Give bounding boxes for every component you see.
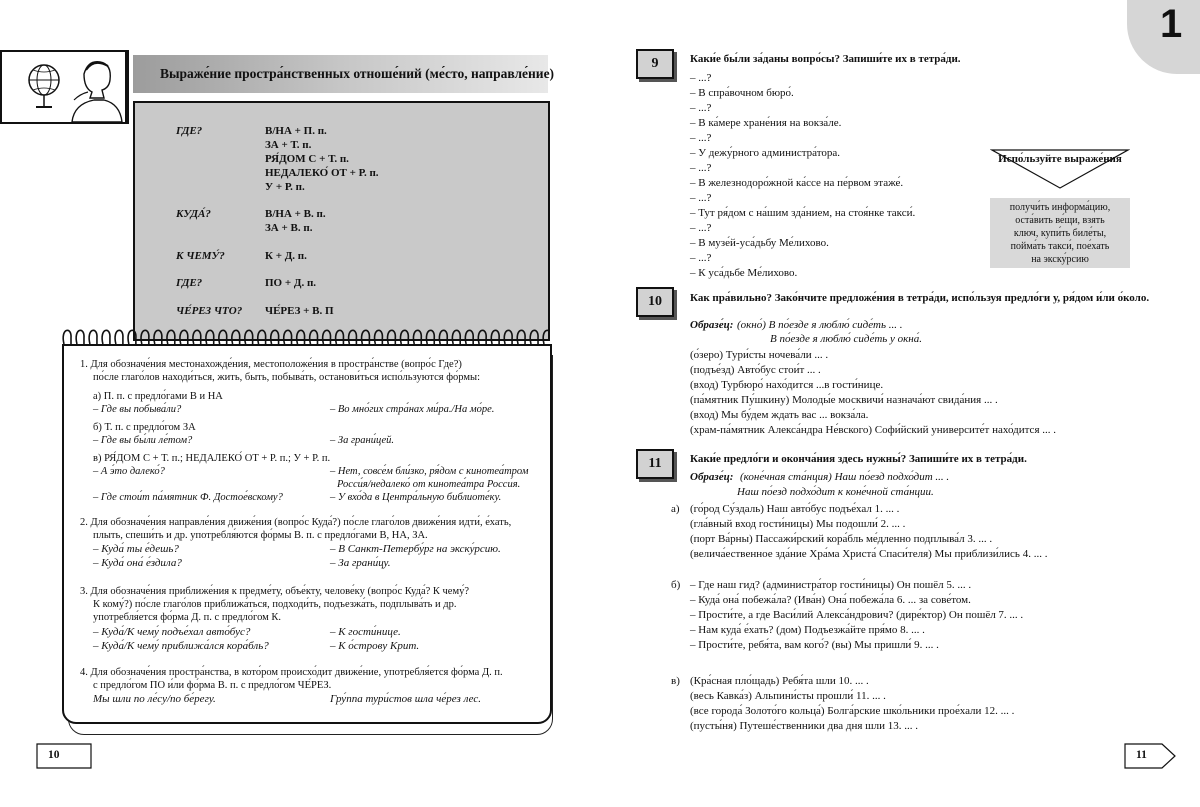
exercise-line: (о́зеро) Тури́сты ночева́ли ... .: [690, 349, 829, 361]
spiral-ring: [128, 330, 136, 346]
spiral-ring: [543, 330, 550, 346]
spiral-ring: [271, 330, 279, 346]
exercise-line: – У дежу́рного администра́тора.: [690, 147, 841, 159]
example-line: – Где вы побыва́ли?: [93, 404, 182, 415]
rule-form: НЕДАЛЕКО́ ОТ + Р. п.: [265, 167, 379, 179]
rule-form: ПО + Д. п.: [265, 277, 317, 289]
exercise-line: – В спра́вочном бюро́.: [690, 87, 794, 99]
page-number-text: 10: [48, 749, 60, 761]
spiral-ring: [284, 330, 292, 346]
note-3: К кому́?) по́сле глаго́лов приближа́ться, подходи́ть, подъезжа́ть, подплыва́ть и др.: [93, 599, 457, 610]
use-expression: пойма́ть такси́, пое́хать: [1010, 241, 1110, 252]
spiral-ring: [336, 330, 344, 346]
spiral-ring: [400, 330, 408, 346]
spiral-ring: [349, 330, 357, 346]
spiral-ring: [323, 330, 331, 346]
spiral-ring: [310, 330, 318, 346]
note-2: 2. Для обозначе́ния направле́ния движе́ния (вопро́с Куда́?) по́сле глаго́лов движе́ния идти́, е́хать,: [80, 517, 512, 528]
exercise-line: (подъе́зд) Авто́бус стои́т ... .: [690, 364, 821, 376]
rule-form: ЗА + В. п.: [265, 222, 313, 234]
rule-form: РЯ́ДОМ С + Т. п.: [265, 153, 349, 165]
section-marker: а): [671, 503, 680, 515]
rule-form: К + Д. п.: [265, 250, 307, 262]
spiral-ring: [141, 330, 149, 346]
section-marker: б): [671, 579, 681, 591]
spiral-ring: [258, 330, 266, 346]
spiral-ring: [465, 330, 473, 346]
exercise-line: – Прости́те, а где Васи́лий Алекса́ндрович? (дире́ктор) Он пошёл 7. ... .: [690, 609, 1024, 621]
spiral-ring: [180, 330, 188, 346]
spiral-ring: [154, 330, 162, 346]
logo-illustration: [0, 50, 129, 124]
rule-question: ГДЕ?: [176, 125, 203, 137]
section-title: Выраже́ние простра́нственных отноше́ний (ме́сто, направле́ние): [160, 66, 555, 81]
example-line: – К о́строву Крит.: [330, 640, 420, 652]
rule-form: В/НА + П. п.: [265, 125, 327, 137]
exercise-line: – Где наш гид? (администра́тор гости́ницы) Он пошёл 5. ... .: [690, 579, 972, 591]
note-2: плыть, спеши́ть и др. употребля́ются фо́рмы В. п. с предло́гами В, НА, ЗА.: [93, 530, 428, 541]
rule-question: КУДА́?: [176, 208, 211, 220]
exercise-line: – ...?: [690, 132, 712, 144]
example-line: – Нет, совсе́м бли́зко, ря́дом с кинотеа́тром: [330, 466, 529, 477]
globe-person-icon: [2, 52, 125, 122]
exercise-line: – К уса́дьбе Ме́лихово.: [690, 267, 798, 279]
note-1a-heading: а) П. п. с предло́гами В и НА: [93, 391, 223, 402]
exercise-line: (велича́ественное зда́ние Хра́ма Христа́ Спаси́теля) Мы приблизи́лись 4. ... .: [690, 548, 1048, 560]
exercise-line: (па́мятник Пу́шкину) Молоды́е москвичи́ назнача́ют свида́ния ... .: [690, 394, 998, 406]
exercise-line: (порт Ва́рны) Пассажи́рский кора́бль ме́дленно подплыва́л 3. ... .: [690, 533, 993, 545]
spiral-ring: [413, 330, 421, 346]
example-line: – В Санкт-Петербу́рг на экску́рсию.: [330, 543, 501, 555]
chapter-number: 1: [1160, 2, 1183, 46]
spiral-ring: [388, 330, 396, 346]
example-line: Гру́ппа тури́стов шла че́рез лес.: [330, 693, 482, 705]
exercise-line: (го́род Су́здаль) Наш авто́бус подъе́хал 1. ... .: [690, 503, 900, 515]
sample-line: (коне́чная ста́нция) Наш по́езд подхо́дит ... .: [740, 471, 950, 483]
example-line: Мы шли по ле́су/по бе́регу.: [93, 693, 216, 705]
note-1-intro: по́сле глаго́лов находи́ться, жить, быть, побыва́ть, останови́ться испо́льзуются фо́рмы:: [93, 372, 481, 383]
spiral-ring: [245, 330, 253, 346]
spiral-ring: [362, 330, 370, 346]
exercise-line: – ...?: [690, 192, 712, 204]
exercise-number: 9: [636, 49, 674, 79]
spiral-ring: [102, 330, 110, 346]
sample-label: Образе́ц:: [690, 319, 734, 331]
exercise-line: – ...?: [690, 162, 712, 174]
exercise-line: – В музе́й-уса́дьбу Ме́лихово.: [690, 237, 829, 249]
spiral-ring: [491, 330, 499, 346]
use-expression: оста́вить ве́щи, взять: [1015, 215, 1105, 226]
example-line: – Куда́ она́ е́здила?: [93, 557, 182, 569]
section-marker: в): [671, 675, 680, 687]
rule-form: ЗА + Т. п.: [265, 139, 312, 151]
example-line: – К гости́нице.: [330, 626, 401, 638]
example-line: – Куда́/К чему́ подъе́хал авто́бус?: [93, 626, 251, 638]
exercise-line: – ...?: [690, 72, 712, 84]
exercise-line: – Куда́ она́ побежа́ла? (Ива́н) Она́ побежа́ла 6. ... за сове́том.: [690, 594, 971, 606]
spiral-ring: [297, 330, 305, 346]
spiral-ring: [206, 330, 214, 346]
exercise-line: (храм-па́мятник Алекса́ндра Не́вского) Софи́йский университе́т нахо́дится ... .: [690, 424, 1056, 436]
spiral-ring: [76, 330, 84, 346]
exercise-line: (Кра́сная пло́щадь) Ребя́та шли 10. ... .: [690, 675, 869, 687]
spiral-ring: [504, 330, 512, 346]
use-expressions-label: Испо́льзуйте выраже́ния: [998, 153, 1122, 165]
exercise-line: (пусты́ня) Путеше́ственники два дня шли 13. ... .: [690, 720, 919, 732]
sample-label: Образе́ц:: [690, 471, 734, 483]
note-1b-heading: б) Т. п. с предло́гом ЗА: [93, 422, 196, 433]
spiral-ring: [167, 330, 175, 346]
exercise-line: – В железнодоро́жной ка́ссе на пе́рвом этаже́.: [690, 177, 904, 189]
exercise-number: 11: [636, 449, 674, 479]
rule-form: ЧЕ́РЕЗ + В. П: [265, 305, 334, 317]
sample-line: Наш по́езд подхо́дит к коне́чной ста́нции.: [737, 486, 934, 498]
exercise-title: Каки́е бы́ли за́даны вопро́сы? Запиши́те их в тетра́ди.: [690, 53, 961, 65]
example-line: – Где вы бы́ли ле́том?: [93, 435, 193, 446]
example-line: – Где стои́т па́мятник Ф. Достое́вскому?: [93, 492, 283, 503]
exercise-line: (гла́вный вход гости́ницы) Мы подошли́ 2. ... .: [690, 518, 906, 530]
note-1-intro: 1. Для обозначе́ния местонахожде́ния, местоположе́ния в простра́нстве (вопро́с Где?): [80, 359, 462, 370]
spiral-ring: [63, 330, 71, 346]
note-3: 3. Для обозначе́ния приближе́ния к предме́ту, объе́кту, челове́ку (вопро́с Куда́? К чему́?: [80, 586, 470, 597]
use-expression: получи́ть информа́цию,: [1009, 202, 1111, 213]
page-tag-icon: [1124, 743, 1176, 769]
note-3: употребля́ется фо́рма Д. п. с предло́гом К.: [93, 612, 282, 623]
example-line: – Куда́ ты е́дешь?: [93, 543, 179, 555]
rule-form: У + Р. п.: [265, 181, 305, 193]
exercise-line: – Нам куда́ е́хать? (дом) Подъезжа́йте пря́мо 8. ... .: [690, 624, 925, 636]
page-number-left: [36, 743, 92, 769]
example-line: Росси́я/недалеко́ от кинотеа́тра Росси́я.: [337, 479, 521, 490]
spiral-ring: [115, 330, 123, 346]
exercise-line: – ...?: [690, 222, 712, 234]
use-expression: ключ, купи́ть биле́ты,: [1013, 228, 1107, 239]
exercise-number: 10: [636, 287, 674, 317]
rule-question: ЧЕ́РЕЗ ЧТО?: [176, 305, 243, 317]
exercise-line: – ...?: [690, 252, 712, 264]
use-expression: на экску́рсию: [1031, 254, 1089, 265]
exercise-line: – ...?: [690, 102, 712, 114]
spiral-ring: [426, 330, 434, 346]
sample-line: (окно́) В по́езде я люблю́ сиде́ть ... .: [737, 319, 903, 331]
spiral-ring: [193, 330, 201, 346]
spiral-ring: [89, 330, 97, 346]
exercise-title: Как пра́вильно? Зако́нчите предложе́ния в тетра́ди, испо́льзуя предло́ги у, ря́дом и́ли о́коло.: [690, 292, 1150, 304]
example-line: – Во мно́гих стра́нах ми́ра./На мо́ре.: [330, 404, 495, 415]
use-expressions-box: [990, 148, 1130, 268]
spiral-ring: [219, 330, 227, 346]
example-line: – У вхо́да в Центра́льную библиоте́ку.: [330, 492, 502, 503]
note-4: 4. Для обозначе́ния простра́нства, в кото́ром происхо́дит движе́ние, употребля́ется фо́рма Д. п.: [80, 667, 503, 678]
page-number-right: [1124, 743, 1176, 769]
exercise-line: (все города́ Золото́го кольца́) Болга́рские шко́льники прое́хали 12. ... .: [690, 705, 1015, 717]
exercise-line: – Прости́те, ребя́та, вам кого́? (вы) Мы пришли́ 9. ... .: [690, 639, 939, 651]
rule-question: ГДЕ?: [176, 277, 203, 289]
rule-form: В/НА + В. п.: [265, 208, 326, 220]
spiral-binding-icon: [58, 324, 550, 352]
note-4: с предло́гом ПО и́ли фо́рма В. п. с предло́гом ЧЕ́РЕЗ.: [93, 680, 332, 691]
exercise-line: (вход) Мы бу́дем ждать вас ... вокза́ла.: [690, 409, 869, 421]
spiral-ring: [375, 330, 383, 346]
exercise-line: – В ка́мере хране́ния на вокза́ле.: [690, 117, 842, 129]
use-expressions-list: [990, 198, 1130, 268]
exercise-line: (вход) Турбюро́ нахо́дится ...в гости́нице.: [690, 379, 884, 391]
note-1v-heading: в) РЯ́ДОМ С + Т. п.; НЕДАЛЕКО́ ОТ + Р. п.; У + Р. п.: [93, 453, 331, 464]
page-number-text: 11: [1136, 749, 1147, 761]
spiral-ring: [517, 330, 525, 346]
exercise-line: – Тут ря́дом с на́шим зда́нием, на стоя́нке такси́.: [690, 207, 916, 219]
spiral-ring: [530, 330, 538, 346]
spiral-ring: [439, 330, 447, 346]
example-line: – А э́то далеко́?: [93, 466, 165, 477]
spiral-ring: [232, 330, 240, 346]
exercise-title: Каки́е предло́ги и оконча́ния здесь нужны́? Запиши́те их в тетра́ди.: [690, 453, 1027, 465]
spiral-ring: [478, 330, 486, 346]
example-line: – Куда́/К чему́ приближа́лся кора́бль?: [93, 640, 269, 652]
rule-question: К ЧЕМУ́?: [176, 250, 225, 262]
page-tag-icon: [36, 743, 92, 769]
sample-line: В по́езде я люблю́ сиде́ть у окна́.: [770, 333, 923, 345]
example-line: – За грани́цу.: [330, 557, 391, 569]
example-line: – За грани́цей.: [330, 435, 395, 446]
exercise-line: (весь Кавка́з) Альпини́сты прошли́ 11. ... .: [690, 690, 886, 702]
spiral-ring: [452, 330, 460, 346]
